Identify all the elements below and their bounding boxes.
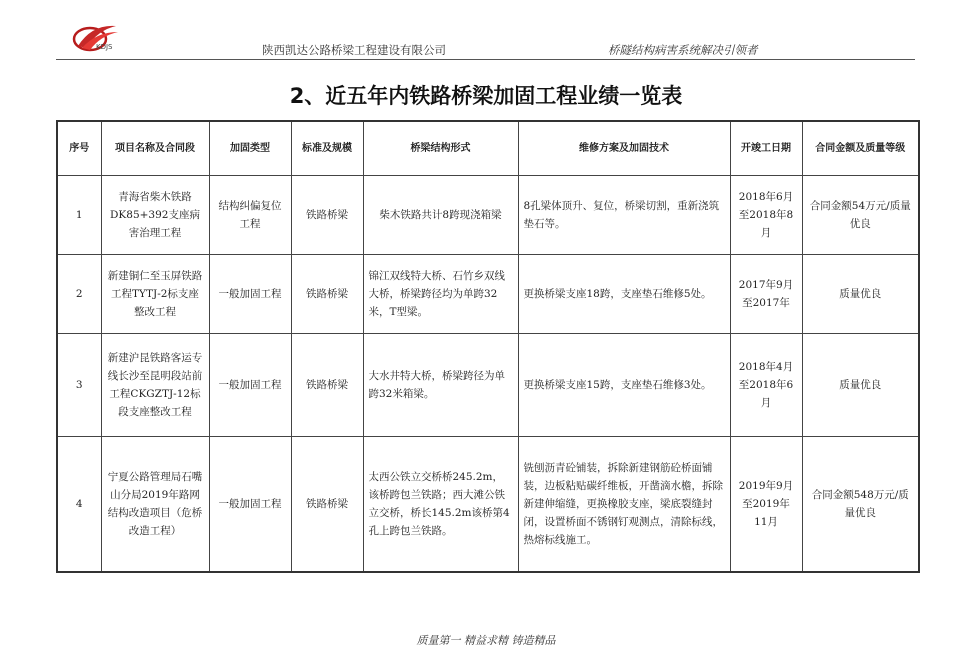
table-row	[57, 176, 919, 255]
cell-project: 新建沪昆铁路客运专线长沙至昆明段站前工程CKGZTJ-12标段支座整改工程	[101, 334, 209, 437]
cell-type: 结构纠偏复位工程	[209, 176, 291, 255]
cell-structure: 大水井特大桥，桥梁跨径为单跨32米箱梁。	[363, 334, 518, 437]
col-header-dates: 开竣工日期	[730, 121, 802, 176]
cell-structure: 太西公铁立交桥桥245.2m，该桥跨包兰铁路；西大滩公铁立交桥，桥长145.2m该桥第4孔上跨包兰铁路。	[363, 437, 518, 573]
cell-contract: 质量优良	[802, 255, 919, 334]
cell-project: 新建铜仁至玉屏铁路工程TYTJ-2标支座整改工程	[101, 255, 209, 334]
cell-standard: 铁路桥梁	[291, 437, 363, 573]
company-slogan: 桥隧结构病害系统解决引领者	[608, 43, 758, 57]
cell-dates: 2017年9月至2017年	[730, 255, 802, 334]
page-title: 2、近五年内铁路桥梁加固工程业绩一览表	[289, 84, 683, 108]
cell-structure: 锦江双线特大桥、石竹乡双线大桥，桥梁跨径均为单跨32米，T型梁。	[363, 255, 518, 334]
col-header-no: 序号	[57, 121, 101, 176]
cell-no: 3	[57, 334, 101, 437]
cell-dates: 2018年6月至2018年8月	[730, 176, 802, 255]
logo-text: KDJS	[96, 43, 113, 51]
table-row	[57, 437, 919, 573]
col-header-structure: 桥梁结构形式	[363, 121, 518, 176]
cell-standard: 铁路桥梁	[291, 334, 363, 437]
cell-structure: 柴木铁路共计8跨现浇箱梁	[363, 176, 518, 255]
cell-contract: 合同金额548万元/质量优良	[802, 437, 919, 573]
col-header-type: 加固类型	[209, 121, 291, 176]
company-logo	[68, 22, 122, 54]
col-header-standard: 标准及规模	[291, 121, 363, 176]
col-header-plan: 维修方案及加固技术	[518, 121, 730, 176]
cell-standard: 铁路桥梁	[291, 255, 363, 334]
cell-project: 宁夏公路管理局石嘴山分局2019年路网结构改造项目（危桥改造工程）	[101, 437, 209, 573]
cell-type: 一般加固工程	[209, 334, 291, 437]
cell-no: 1	[57, 176, 101, 255]
table-row	[57, 334, 919, 437]
cell-no: 4	[57, 437, 101, 573]
cell-plan: 更换桥梁支座15跨，支座垫石维修3处。	[518, 334, 730, 437]
cell-no: 2	[57, 255, 101, 334]
cell-plan: 更换桥梁支座18跨，支座垫石维修5处。	[518, 255, 730, 334]
cell-contract: 合同金额54万元/质量优良	[802, 176, 919, 255]
col-header-contract: 合同金额及质量等级	[802, 121, 919, 176]
cell-project: 青海省柴木铁路DK85+392支座病害治理工程	[101, 176, 209, 255]
performance-table	[56, 120, 920, 573]
table-header-row	[57, 121, 919, 176]
footer-slogan: 质量第一 精益求精 铸造精品	[416, 634, 556, 647]
cell-type: 一般加固工程	[209, 437, 291, 573]
cell-standard: 铁路桥梁	[291, 176, 363, 255]
table-row	[57, 255, 919, 334]
col-header-project: 项目名称及合同段	[101, 121, 209, 176]
header-divider	[56, 59, 915, 60]
cell-plan: 铣刨沥青砼铺装，拆除新建钢筋砼桥面铺装，边板粘贴碳纤维板，开凿滴水檐，拆除新建伸缩缝，更换橡胶支座，梁底裂缝封闭，设置桥面不锈钢钉观测点，清除标线，热熔标线施工。	[518, 437, 730, 573]
cell-type: 一般加固工程	[209, 255, 291, 334]
company-name: 陕西凯达公路桥梁工程建设有限公司	[262, 43, 446, 57]
cell-contract: 质量优良	[802, 334, 919, 437]
cell-dates: 2019年9月至2019年11月	[730, 437, 802, 573]
cell-dates: 2018年4月至2018年6月	[730, 334, 802, 437]
cell-plan: 8孔梁体顶升、复位，桥梁切割，重新浇筑垫石等。	[518, 176, 730, 255]
